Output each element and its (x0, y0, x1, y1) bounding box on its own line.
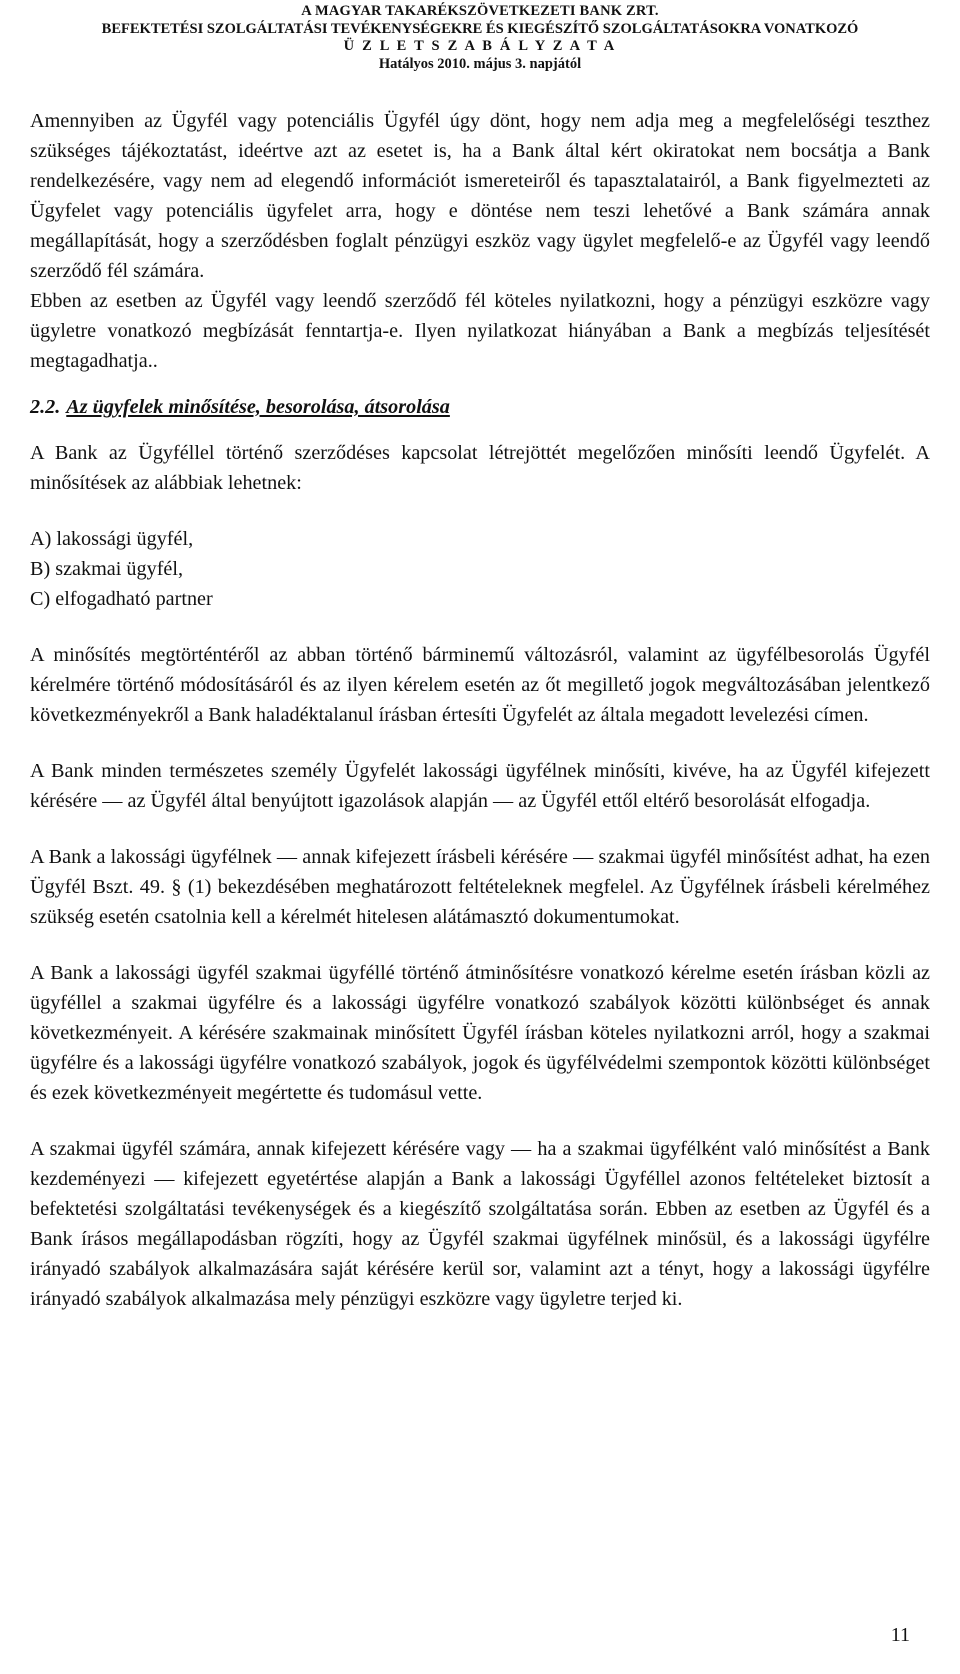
section-number: 2.2. (30, 396, 61, 418)
header-effective-date: Hatályos 2010. május 3. napjától (378, 55, 582, 72)
list-item: C) elfogadható partner (30, 588, 213, 610)
qualification-intro: A Bank az Ügyféllel történő szerződéses kapcsolat létrejöttét megelőzően minősíti leendő Ügyfelét. A minősítések az alábbiak lehetnek: (30, 442, 930, 494)
intro-paragraph-2: Ebben az esetben az Ügyfél vagy leendő szerződő fél köteles nyilatkozni, hogy a pénzügyi eszközre vagy ügyletre vonatkozó megbízását fenntartja-e. Ilyen nyilatkozat hiányában a Bank a megbízás teljesítését megtagadhatja.. (30, 290, 930, 372)
header-bank-name: A MAGYAR TAKARÉKSZÖVETKEZETI BANK ZRT. (301, 3, 659, 19)
section-title: Az ügyfelek minősítése, besorolása, átsorolása (66, 396, 450, 418)
intro-paragraph-1: Amennyiben az Ügyfél vagy potenciális Ügyfél úgy dönt, hogy nem adja meg a megfelelőségi teszthez szükséges tájékoztatást, ideértve azt az esetet is, ha a Bank által kért okiratokat nem bocsátja a Bank rendelkezésére, vagy nem ad elegendő információt ismereteiről és tapasztalatairól, a Bank figyelmezteti az Ügyfelet vagy potenciális ügyfelet arra, hogy e döntése nem teszi lehetővé a Bank számára annak megállapítását, hogy a szerződésben foglalt pénzügyi eszköz vagy ügylet megfelelő-e az Ügyfél vagy leendő szerződő fél számára. (30, 110, 930, 282)
page-number: 11 (890, 1624, 910, 1646)
header-document-subtitle: Ü Z L E T S Z A B Á L Y Z A T A (343, 38, 617, 54)
list-item: B) szakmai ügyfél, (30, 558, 184, 580)
list-item: A) lakossági ügyfél, (30, 528, 194, 550)
document-header (0, 3, 960, 73)
header-document-title: BEFEKTETÉSI SZOLGÁLTATÁSI TEVÉKENYSÉGEKRE ÉS KIEGÉSZÍTŐ SZOLGÁLTATÁSOKRA VONATKOZÓ (101, 20, 859, 37)
paragraph-professional-retail-terms: A szakmai ügyfél számára, annak kifejezett kérésére vagy — ha a szakmai ügyfélként való minősítést a Bank kezdeményezi — kifejezett egyetértése alapján a Bank a lakossági Ügyféllel azonos feltételeket biztosít a befektetési szolgáltatási tevékenységek és a kiegészítő szolgáltatása során. Ebben az esetben az Ügyfél és a Bank írásos megállapodásban rögzíti, hogy az Ügyfél szakmai ügyfélnek minősül, és a lakossági ügyfélre irányadó szabályok alkalmazására saját kérésére kerül sor, valamint azt a tényt, hogy a lakossági ügyfélre irányadó szabályok alkalmazása mely pénzügyi eszközre vagy ügyletre terjed ki. (30, 1138, 930, 1310)
paragraph-retail-default: A Bank minden természetes személy Ügyfelét lakossági ügyfélnek minősíti, kivéve, ha az Ügyfél kifejezett kérésére — az Ügyfél által benyújtott igazolások alapján — az Ügyfél ettől eltérő besorolását elfogadja. (30, 760, 930, 812)
paragraph-notification: A minősítés megtörténtéről az abban történő bárminemű változásról, valamint az ügyfélbesorolás Ügyfél kérelmére történő módosításáról és az ilyen kérelem esetén az őt megillető jogok megváltozásában jelentkező következményekről a Bank haladéktalanul írásban értesíti Ügyfelét az általa megadott levelezési címen. (30, 644, 930, 726)
section-heading (30, 392, 930, 422)
paragraph-professional-request: A Bank a lakossági ügyfélnek — annak kifejezett írásbeli kérésére — szakmai ügyfél minősítést adhat, ha ezen Ügyfél Bszt. 49. § (1) bekezdésében meghatározott feltételeknek megfelel. Az Ügyfélnek írásbeli kérelméhez szükség esetén csatolnia kell a kérelmét hitelesen alátámasztó dokumentumokat. (30, 846, 930, 928)
paragraph-reclassification: A Bank a lakossági ügyfél szakmai ügyféllé történő átminősítésre vonatkozó kérelme esetén írásban közli az ügyféllel a szakmai ügyfélre és a lakossági ügyfélre vonatkozó szabályok közötti különbséget és annak következményeit. A kérésére szakmainak minősített Ügyfél írásban köteles nyilatkozni arról, hogy a szakmai ügyfélre és a lakossági ügyfélre vonatkozó szabályok, jogok és ügyfélvédelmi szempontok közötti különbséget és ezek következményeit megértette és tudomásul vette. (30, 962, 930, 1104)
document-body (30, 106, 930, 1314)
